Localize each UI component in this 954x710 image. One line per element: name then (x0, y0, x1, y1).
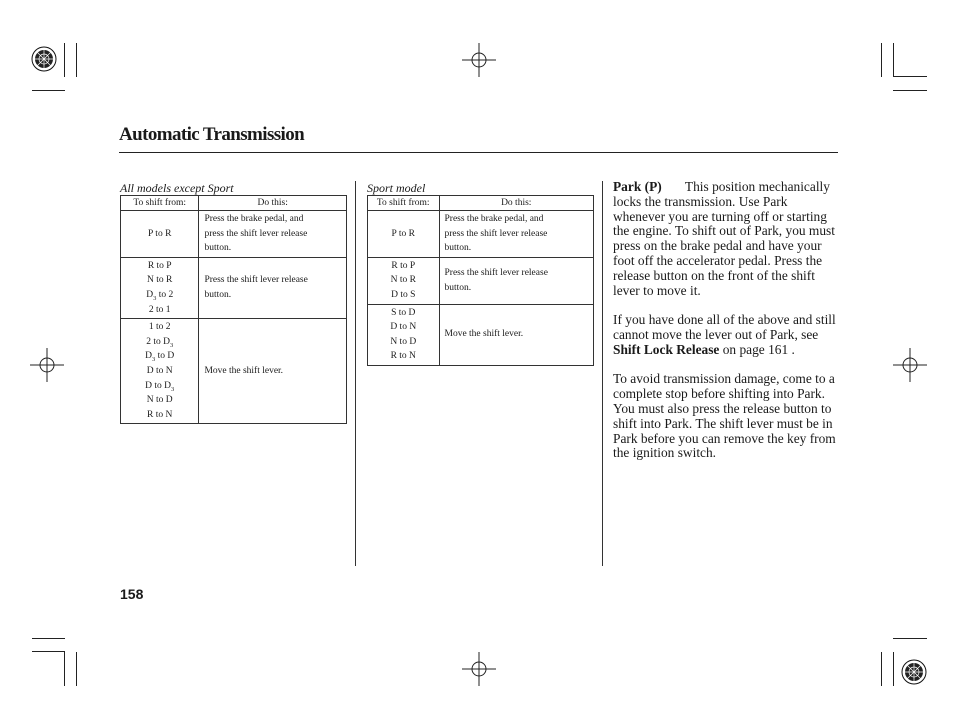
shift-from-cell (368, 211, 440, 258)
instruction-cell (439, 304, 594, 365)
table-row (368, 304, 594, 365)
shift-from-item: R to P (391, 260, 416, 271)
table-row (121, 319, 347, 424)
shift-lock-paragraph (613, 313, 841, 357)
instruction-line: button. (444, 243, 472, 254)
table-row (121, 211, 347, 258)
registration-target-icon (30, 45, 58, 73)
shift-from-cell (121, 257, 199, 318)
park-paragraph (613, 180, 841, 298)
instruction-line: button. (444, 282, 472, 293)
shift-from-item: D to $D_3$ (145, 380, 175, 393)
shift-from-item: $D_3$ to D (145, 351, 175, 364)
table-caption-all-models: All models except Sport (120, 181, 234, 195)
shift-from-item: N to D (146, 395, 173, 406)
column-header-from: To shift from: (121, 196, 199, 211)
shift-from-item: R to P (147, 260, 172, 271)
shift-from-item: $D_3$ to 2 (146, 289, 174, 302)
shift-from-cell (368, 257, 440, 304)
instruction-line: Press the brake pedal, and (204, 214, 304, 224)
instruction-cell (199, 257, 347, 318)
shift-from-item: 2 to $D_3$ (146, 336, 174, 349)
page-number: 158 (120, 586, 144, 602)
table-header-row (121, 196, 347, 211)
instruction-line: Press the shift lever release (204, 275, 308, 286)
instruction-line: press the shift lever release (444, 228, 548, 239)
instruction-line: Press the shift lever release (444, 268, 548, 279)
table-row (121, 257, 347, 318)
crosshair-icon (893, 348, 927, 382)
instruction-cell (439, 211, 594, 258)
instruction-line: press the shift lever release (204, 228, 308, 239)
shift-from-item: R to N (390, 351, 416, 362)
shift-from-item: N to D (390, 336, 417, 347)
page-title: Automatic Transmission (119, 124, 305, 145)
crosshair-icon (30, 348, 64, 382)
crosshair-icon (462, 652, 496, 686)
shift-from-item: S to D (391, 307, 416, 318)
table-caption-sport-model: Sport model (367, 181, 426, 195)
shift-from-item: 2 to 1 (148, 304, 171, 315)
instruction-line: button. (204, 289, 232, 300)
shift-from-cell (121, 211, 199, 258)
transmission-damage-paragraph: To avoid transmission damage, come to a complete stop before shifting into Park. You must also press the release button to shift into Park. The shift lever must be in Park before you can remove the key from the ignition switch. (613, 371, 836, 461)
shift-from-item: P to R (148, 228, 172, 239)
body-text-column (613, 180, 841, 476)
shift-from-cell (121, 319, 199, 424)
title-divider (119, 152, 838, 153)
registration-target-icon (900, 658, 928, 686)
crosshair-icon (462, 43, 496, 77)
shift-from-item: 1 to 2 (148, 322, 171, 333)
shift-from-item: N to R (147, 275, 173, 286)
shift-table-all-models (120, 195, 347, 424)
shift-lock-release-reference[interactable]: Shift Lock Release (613, 341, 720, 357)
shift-from-item: P to R (391, 228, 415, 239)
instruction-cell (199, 211, 347, 258)
column-header-do: Do this: (199, 196, 347, 211)
instruction-line: Press the brake pedal, and (444, 214, 544, 224)
shift-from-item: D to N (146, 365, 173, 376)
shift-from-item: D to S (391, 289, 416, 300)
shift-from-item: R to N (147, 409, 173, 420)
shift-from-item: N to R (390, 275, 416, 286)
instruction-line: Move the shift lever. (444, 329, 524, 340)
shift-table-sport-model (367, 195, 594, 366)
column-header-from: To shift from: (368, 196, 440, 211)
park-description: This position mechanically locks the transmission. Use Park whenever you are turning off or starting the engine. To shift out of Park, you must press on the brake pedal and have your foot off the accelerator pedal. Press the release button on the front of the shift lever to move it. (613, 179, 835, 298)
table-header-row (368, 196, 594, 211)
table-row (368, 211, 594, 258)
instruction-line: Move the shift lever. (204, 365, 284, 376)
shift-lock-text-before: If you have done all of the above and still cannot move the lever out of Park, see (613, 312, 836, 342)
shift-from-item: D to N (390, 322, 417, 333)
shift-from-cell (368, 304, 440, 365)
table-row (368, 257, 594, 304)
instruction-cell (439, 257, 594, 304)
shift-lock-text-after: on page 161 . (722, 341, 795, 357)
instruction-line: button. (204, 243, 232, 254)
column-divider (355, 181, 356, 566)
column-divider (602, 181, 603, 566)
instruction-cell (199, 319, 347, 424)
park-heading: Park (P) (613, 179, 662, 194)
column-header-do: Do this: (439, 196, 594, 211)
